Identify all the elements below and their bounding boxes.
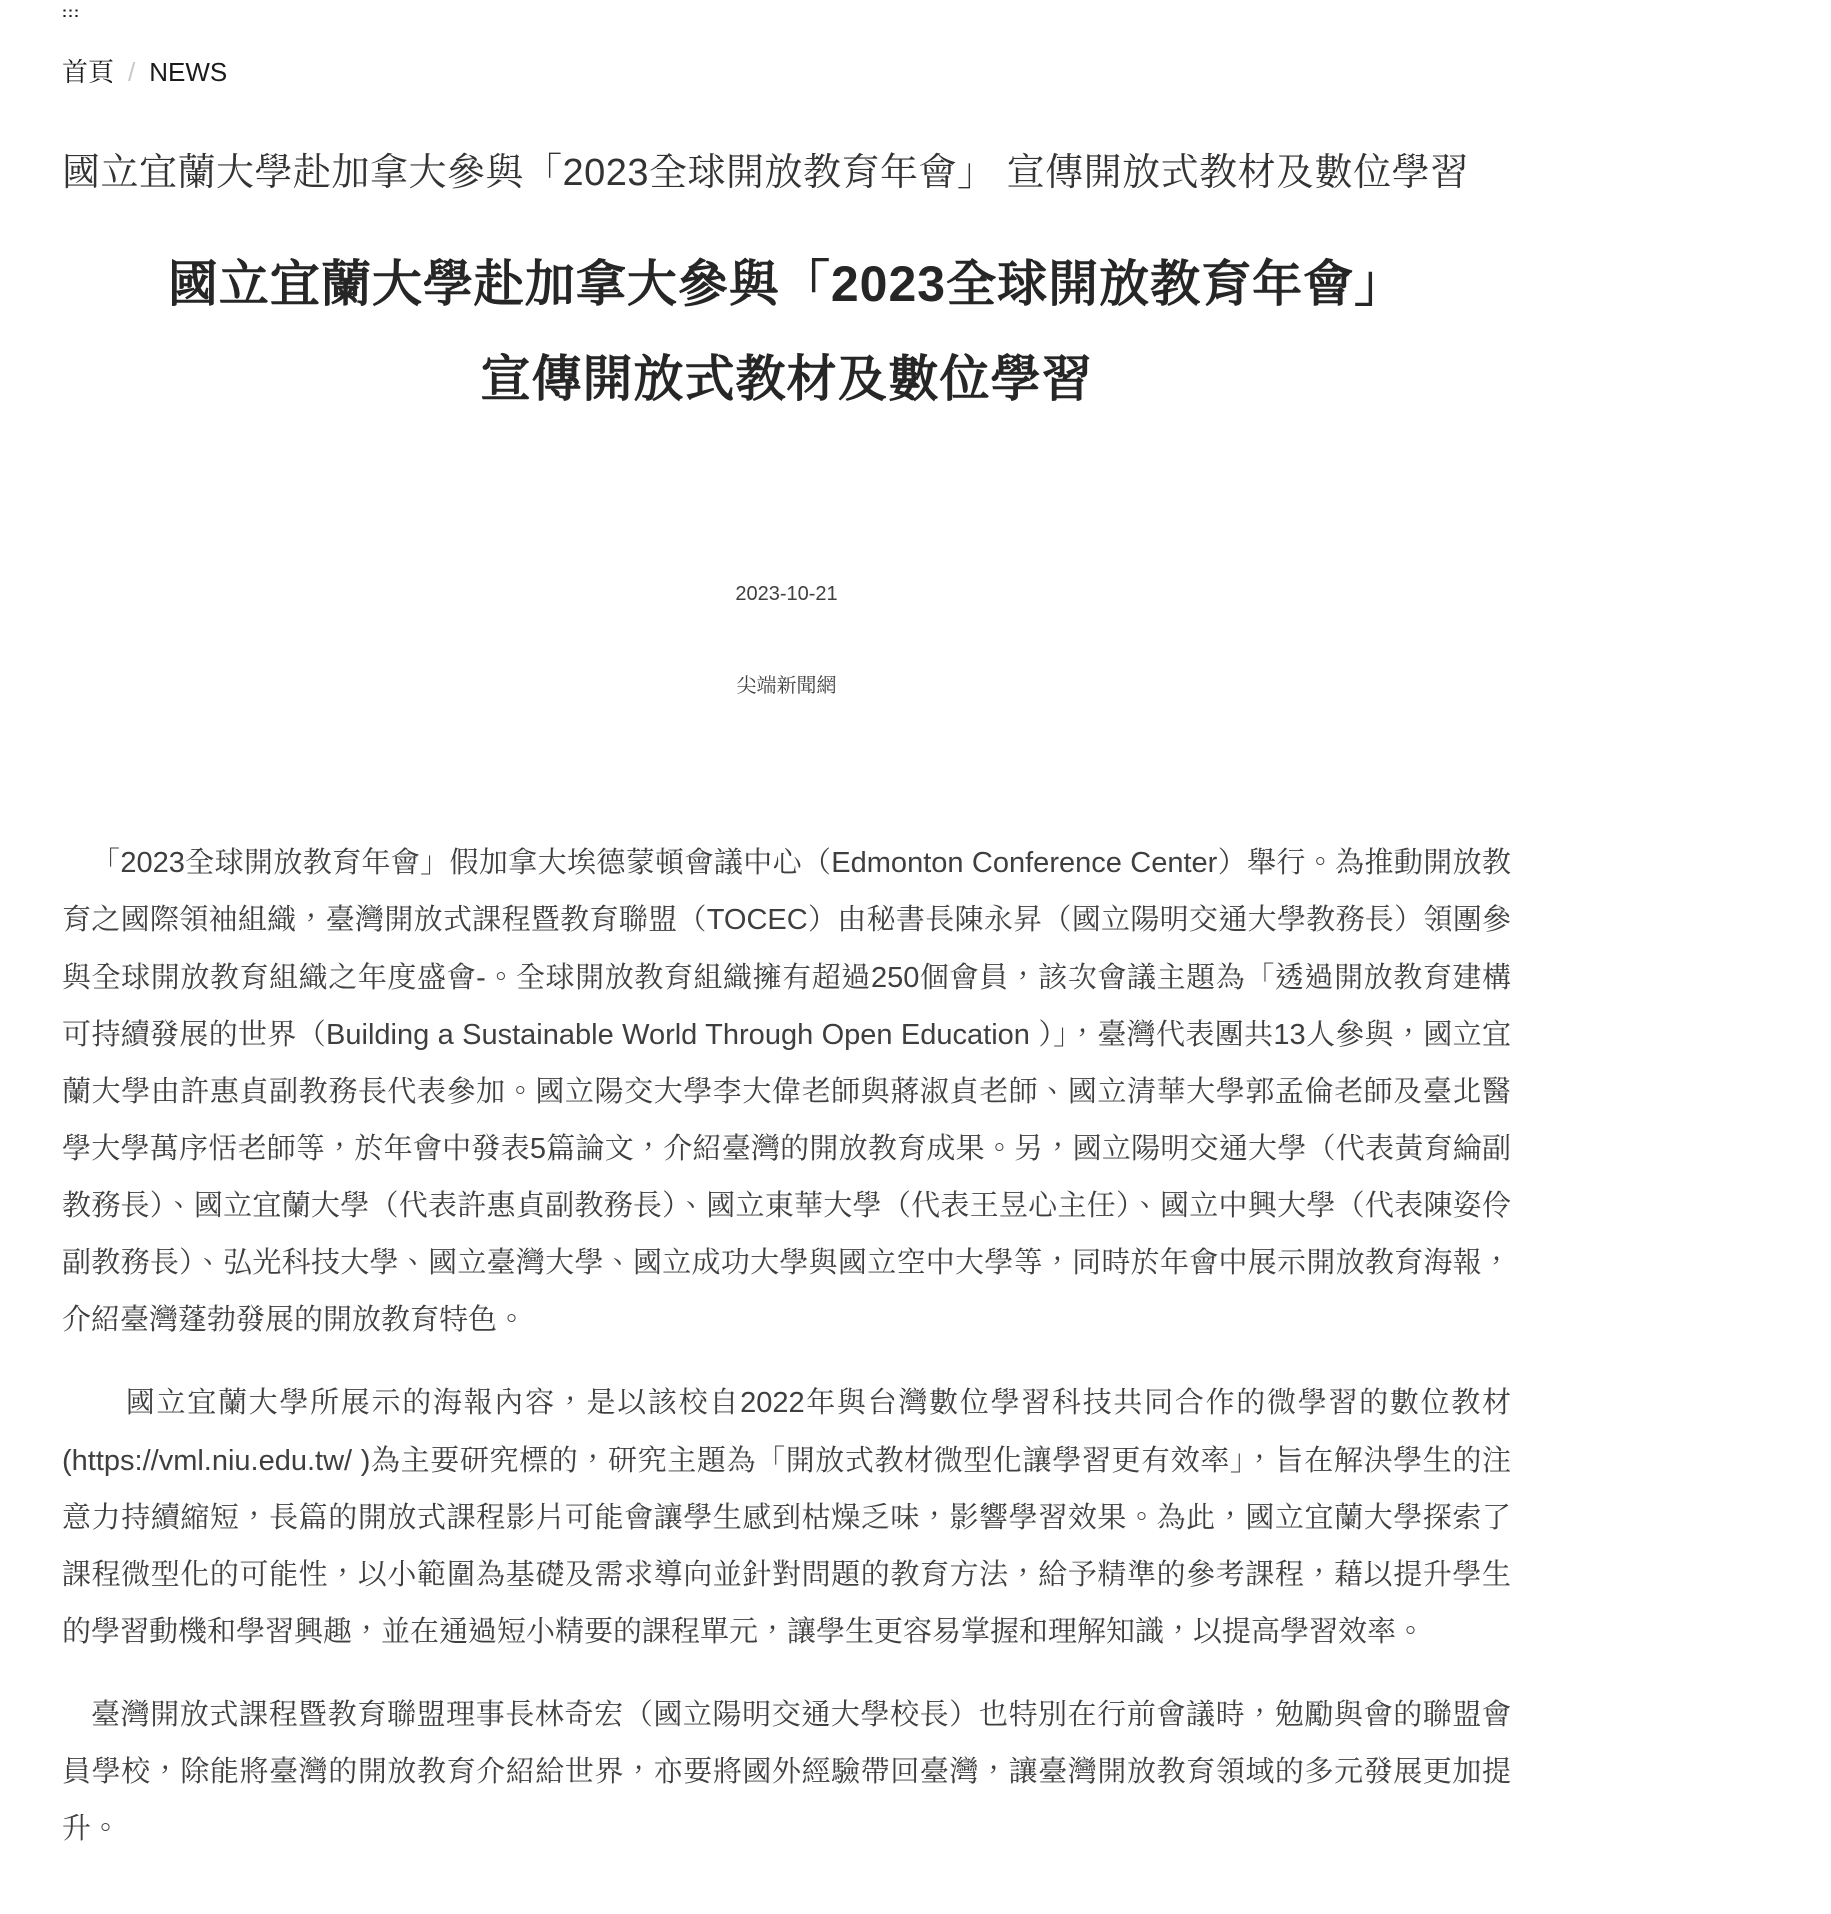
breadcrumb-current-news: NEWS bbox=[149, 57, 228, 87]
breadcrumb-home-link[interactable]: 首頁 bbox=[62, 57, 115, 87]
article-body bbox=[62, 835, 1511, 1858]
article-paragraph: 國立宜蘭大學所展示的海報內容，是以該校自2022年與台灣數位學習科技共同合作的微學習的數位教材(https://vml.niu.edu.tw/ )為主要研究標的，研究主題為「開放式教材微型化讓學習更有效率」，旨在解決學生的注意力持續縮短，長篇的開放式課程影片可能會讓學生感到枯燥乏味，影響學習效果。為此，國立宜蘭大學探索了課程微型化的可能性，以小範圍為基礎及需求導向並針對問題的教育方法，給予精準的參考課程，藉以提升學生的學習動機和學習興趣，並在通過短小精要的課程單元，讓學生更容易掌握和理解知識，以提高學習效率。 bbox=[62, 1387, 1511, 1648]
article-heading-line-1: 國立宜蘭大學赴加拿大參與「2023全球開放教育年會」 bbox=[167, 256, 1406, 313]
breadcrumb bbox=[62, 57, 1511, 88]
article-heading-line-2: 宣傳開放式教材及數位學習 bbox=[480, 351, 1093, 408]
article-paragraph: 「2023全球開放教育年會」假加拿大埃德蒙頓會議中心（Edmonton Conference Center）舉行。為推動開放教育之國際領袖組織，臺灣開放式課程暨教育聯盟（TOCEC）由秘書長陳永昇（國立陽明交通大學教務長）領團參與全球開放教育組織之年度盛會-。全球開放教育組織擁有超過250個會員，該次會議主題為「透過開放教育建構可持續發展的世界（Building a Sustainable World Through Open Education ）」，臺灣代表團共13人參與，國立宜蘭大學由許惠貞副教務長代表參加。國立陽交大學李大偉老師與蔣淑貞老師、國立清華大學郭孟倫老師及臺北醫學大學萬序恬老師等，於年會中發表5篇論文，介紹臺灣的開放教育成果。另，國立陽明交通大學（代表黃育綸副教務長）、國立宜蘭大學（代表許惠貞副教務長）、國立東華大學（代表王昱心主任）、國立中興大學（代表陳姿伶副教務長）、弘光科技大學、國立臺灣大學、國立成功大學與國立空中大學等，同時於年會中展示開放教育海報，介紹臺灣蓬勃發展的開放教育特色。 bbox=[62, 847, 1511, 1337]
breadcrumb-separator: / bbox=[128, 57, 136, 87]
article-source: 尖端新聞網 bbox=[736, 675, 837, 698]
article-paragraph: 臺灣開放式課程暨教育聯盟理事長林奇宏（國立陽明交通大學校長）也特別在行前會議時，勉勵與會的聯盟會員學校，除能將臺灣的開放教育介紹給世界，亦要將國外經驗帶回臺灣，讓臺灣開放教育領域的多元發展更加提升。 bbox=[62, 1699, 1511, 1846]
accessibility-skip-link[interactable]: ::: bbox=[62, 4, 80, 21]
page-title: 國立宜蘭大學赴加拿大參與「2023全球開放教育年會」 宣傳開放式教材及數位學習 bbox=[62, 152, 1469, 195]
article-heading bbox=[62, 237, 1511, 427]
article-date: 2023-10-21 bbox=[735, 583, 838, 606]
